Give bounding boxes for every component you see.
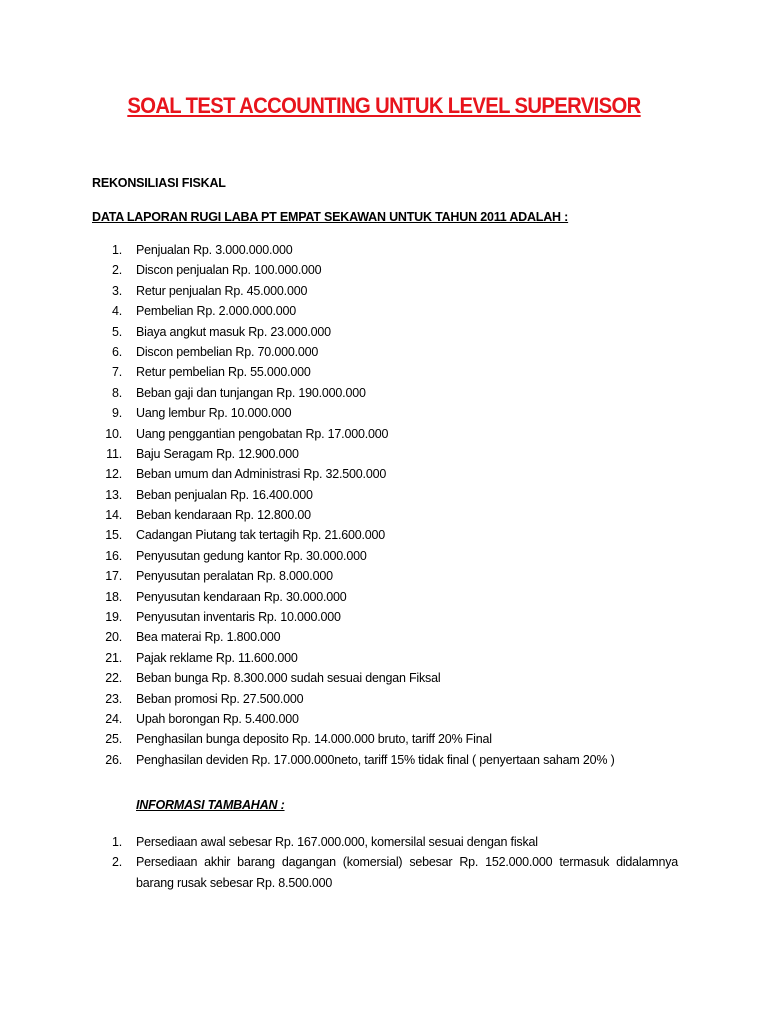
list-item-text: Penyusutan gedung kantor Rp. 30.000.000 xyxy=(136,548,367,563)
list-item-number: 1. xyxy=(111,243,122,257)
list-item xyxy=(92,607,692,627)
list-item xyxy=(92,464,692,484)
list-item-text: Beban promosi Rp. 27.500.000 xyxy=(136,691,304,706)
list-item xyxy=(92,424,692,444)
list-item xyxy=(92,832,678,852)
list-item xyxy=(92,403,692,423)
list-item xyxy=(92,546,692,566)
list-item-text: Penghasilan bunga deposito Rp. 14.000.000 bruto, tariff 20% Final xyxy=(136,732,492,747)
list-item-number: 1. xyxy=(111,835,122,849)
list-item-number: 13. xyxy=(105,487,122,502)
list-item-number: 4. xyxy=(111,304,122,319)
list-item-text: Beban bunga Rp. 8.300.000 sudah sesuai dengan Fiksal xyxy=(136,671,441,686)
list-item-text: Upah borongan Rp. 5.400.000 xyxy=(136,711,299,726)
list-item-text: Beban gaji dan tunjangan Rp. 190.000.000 xyxy=(136,385,366,400)
info-heading: INFORMASI TAMBAHAN : xyxy=(136,798,285,812)
list-item xyxy=(92,525,692,545)
list-item-number: 17. xyxy=(105,569,122,584)
data-subheading: DATA LAPORAN RUGI LABA PT EMPAT SEKAWAN UNTUK TAHUN 2011 ADALAH : xyxy=(92,210,569,224)
list-item xyxy=(92,852,678,893)
list-item xyxy=(92,750,692,770)
list-item-number: 15. xyxy=(105,528,122,543)
list-item xyxy=(92,301,692,321)
list-item-text: Penyusutan kendaraan Rp. 30.000.000 xyxy=(136,589,347,604)
list-item-number: 12. xyxy=(105,467,122,482)
list-item xyxy=(92,729,692,749)
document-title: SOAL TEST ACCOUNTING UNTUK LEVEL SUPERVISOR xyxy=(127,93,641,118)
list-item-text: Uang penggantian pengobatan Rp. 17.000.000 xyxy=(136,426,389,441)
list-item xyxy=(92,627,692,647)
list-item xyxy=(92,709,692,729)
list-item-number: 9. xyxy=(111,406,122,421)
list-item-number: 20. xyxy=(105,630,122,645)
list-item-text: Penghasilan deviden Rp. 17.000.000neto, tariff 15% tidak final ( penyertaan saham 20% ) xyxy=(136,752,615,767)
list-item xyxy=(92,485,692,505)
list-item-number: 8. xyxy=(111,385,122,400)
list-item-number: 24. xyxy=(105,711,122,726)
list-item-number: 14. xyxy=(105,508,122,523)
list-item-text: Uang lembur Rp. 10.000.000 xyxy=(136,406,292,421)
list-item-number: 23. xyxy=(105,691,122,706)
list-item-text: Pembelian Rp. 2.000.000.000 xyxy=(136,304,296,319)
list-item-number: 21. xyxy=(105,650,122,665)
list-item xyxy=(92,668,692,688)
list-item xyxy=(92,383,692,403)
list-item-number: 18. xyxy=(105,589,122,604)
list-item-number: 16. xyxy=(105,548,122,563)
list-item xyxy=(92,260,692,280)
list-item-text: Persediaan awal sebesar Rp. 167.000.000, komersilal sesuai dengan fiskal xyxy=(136,835,538,849)
list-item xyxy=(92,281,692,301)
list-item-text: Beban kendaraan Rp. 12.800.00 xyxy=(136,508,311,523)
list-item-number: 2. xyxy=(111,263,122,278)
list-item-text: Beban umum dan Administrasi Rp. 32.500.000 xyxy=(136,467,387,482)
list-item xyxy=(92,362,692,382)
list-item-number: 10. xyxy=(105,426,122,441)
list-item-text: Retur penjualan Rp. 45.000.000 xyxy=(136,283,308,298)
income-statement-list xyxy=(92,240,692,770)
list-item-text: Discon pembelian Rp. 70.000.000 xyxy=(136,344,319,359)
list-item-text: Pajak reklame Rp. 11.600.000 xyxy=(136,650,298,665)
list-item-text: Persediaan akhir barang dagangan (komersial) sebesar Rp. 152.000.000 termasuk didalamnya barang rusak sebesar Rp. 8.500.000 xyxy=(136,855,678,890)
list-item-number: 22. xyxy=(105,671,122,686)
list-item-text: Baju Seragam Rp. 12.900.000 xyxy=(136,446,299,461)
list-item-text: Penjualan Rp. 3.000.000.000 xyxy=(136,243,293,257)
list-item-text: Cadangan Piutang tak tertagih Rp. 21.600.000 xyxy=(136,528,386,543)
list-item-text: Bea materai Rp. 1.800.000 xyxy=(136,630,281,645)
list-item-number: 25. xyxy=(105,732,122,747)
list-item-number: 5. xyxy=(111,324,122,339)
list-item-text: Penyusutan inventaris Rp. 10.000.000 xyxy=(136,610,341,625)
list-item-text: Discon penjualan Rp. 100.000.000 xyxy=(136,263,322,278)
list-item xyxy=(92,566,692,586)
list-item-number: 2. xyxy=(111,855,122,870)
list-item xyxy=(92,342,692,362)
list-item-number: 3. xyxy=(111,283,122,298)
additional-info-list xyxy=(92,832,678,893)
list-item-text: Retur pembelian Rp. 55.000.000 xyxy=(136,365,311,380)
list-item-number: 26. xyxy=(105,752,122,767)
list-item xyxy=(92,444,692,464)
list-item xyxy=(92,240,692,260)
list-item-number: 19. xyxy=(105,610,122,625)
list-item xyxy=(92,587,692,607)
list-item-number: 6. xyxy=(111,344,122,359)
list-item-text: Penyusutan peralatan Rp. 8.000.000 xyxy=(136,569,333,584)
list-item xyxy=(92,689,692,709)
list-item xyxy=(92,505,692,525)
section-heading: REKONSILIASI FISKAL xyxy=(92,176,226,190)
list-item-number: 11. xyxy=(106,446,122,461)
list-item-number: 7. xyxy=(111,365,122,380)
list-item xyxy=(92,322,692,342)
list-item-text: Beban penjualan Rp. 16.400.000 xyxy=(136,487,313,502)
list-item xyxy=(92,648,692,668)
list-item-text: Biaya angkut masuk Rp. 23.000.000 xyxy=(136,324,331,339)
